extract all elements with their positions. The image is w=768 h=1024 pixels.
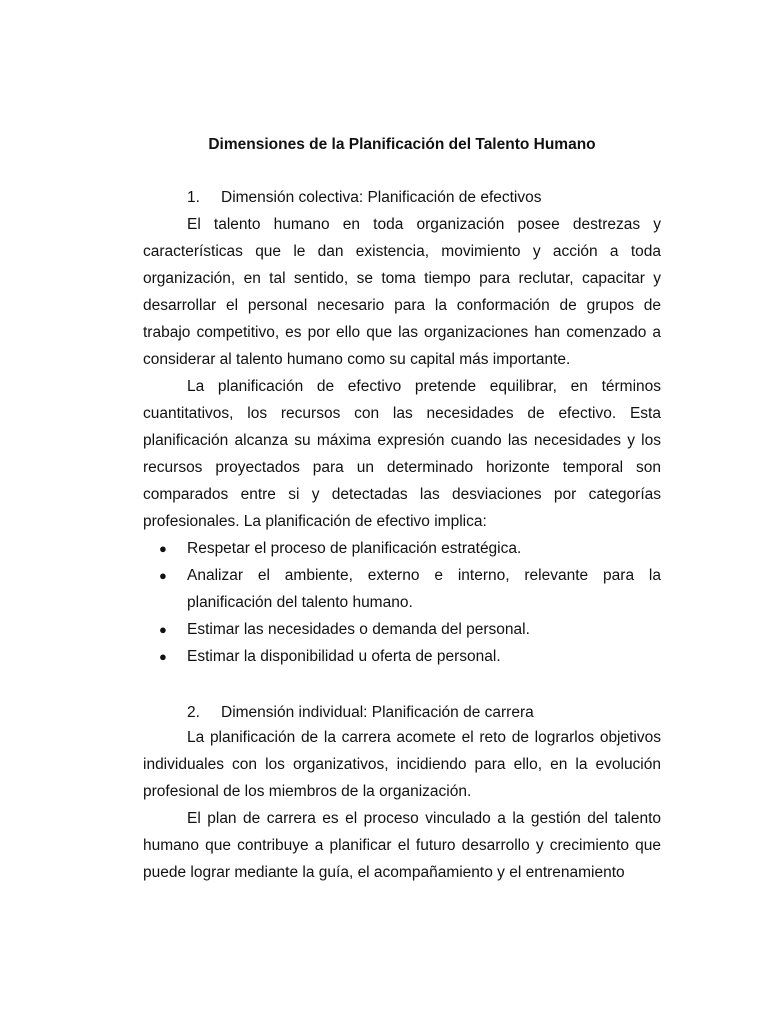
- section-1-paragraph-2: La planificación de efectivo pretende equilibrar, en términos cuantitativos, los recursos con las necesidades de efectivo. Esta planificación alcanza su máxima expresión cuando las necesidades y los recursos proyectados para un determinado horizonte temporal son comparados entre si y detectadas las desviaciones por categorías profesionales. La planificación de efectivo implica:: [143, 378, 661, 530]
- section-2-paragraph-2: El plan de carrera es el proceso vinculado a la gestión del talento humano que contribuye a planificar el futuro desarrollo y crecimiento que puede lograr mediante la guía, el acompañamiento y el entrenamiento: [143, 810, 661, 881]
- section-1-heading-text: Dimensión colectiva: Planificación de efectivos: [221, 189, 542, 206]
- section-1-bullet-list: [143, 535, 661, 670]
- bullet-item: ● Estimar la disponibilidad u oferta de personal.: [143, 643, 661, 670]
- bullet-item: ● Respetar el proceso de planificación estratégica.: [143, 535, 661, 562]
- section-2-paragraph-1: La planificación de la carrera acomete el reto de lograrlos objetivos individuales con los organizativos, incidiendo para ello, en la evolución profesional de los miembros de la organización.: [143, 729, 661, 800]
- section-2-heading: [187, 703, 534, 723]
- section-2-number: 2.: [187, 704, 200, 721]
- document-title: Dimensiones de la Planificación del Talento Humano: [208, 136, 596, 153]
- section-1-heading: [187, 188, 542, 208]
- bullet-dot-icon: ●: [159, 541, 167, 556]
- section-1-paragraph-1: El talento humano en toda organización posee destrezas y características que le dan existencia, movimiento y acción a toda organización, en tal sentido, se toma tiempo para reclutar, capacitar y desarrollar el personal necesario para la conformación de grupos de trabajo competitivo, es por ello que las organizaciones han comenzado a considerar al talento humano como su capital más importante.: [143, 216, 661, 368]
- bullet-dot-icon: ●: [159, 622, 167, 637]
- bullet-item: ● Estimar las necesidades o demanda del personal.: [143, 616, 661, 643]
- bullet-item: ● Analizar el ambiente, externo e interno, relevante para la planificación del talento humano.: [143, 562, 661, 616]
- bullet-dot-icon: ●: [159, 568, 167, 583]
- bullet-dot-icon: ●: [159, 649, 167, 664]
- section-2-heading-text: Dimensión individual: Planificación de carrera: [221, 704, 534, 721]
- section-1-number: 1.: [187, 189, 200, 206]
